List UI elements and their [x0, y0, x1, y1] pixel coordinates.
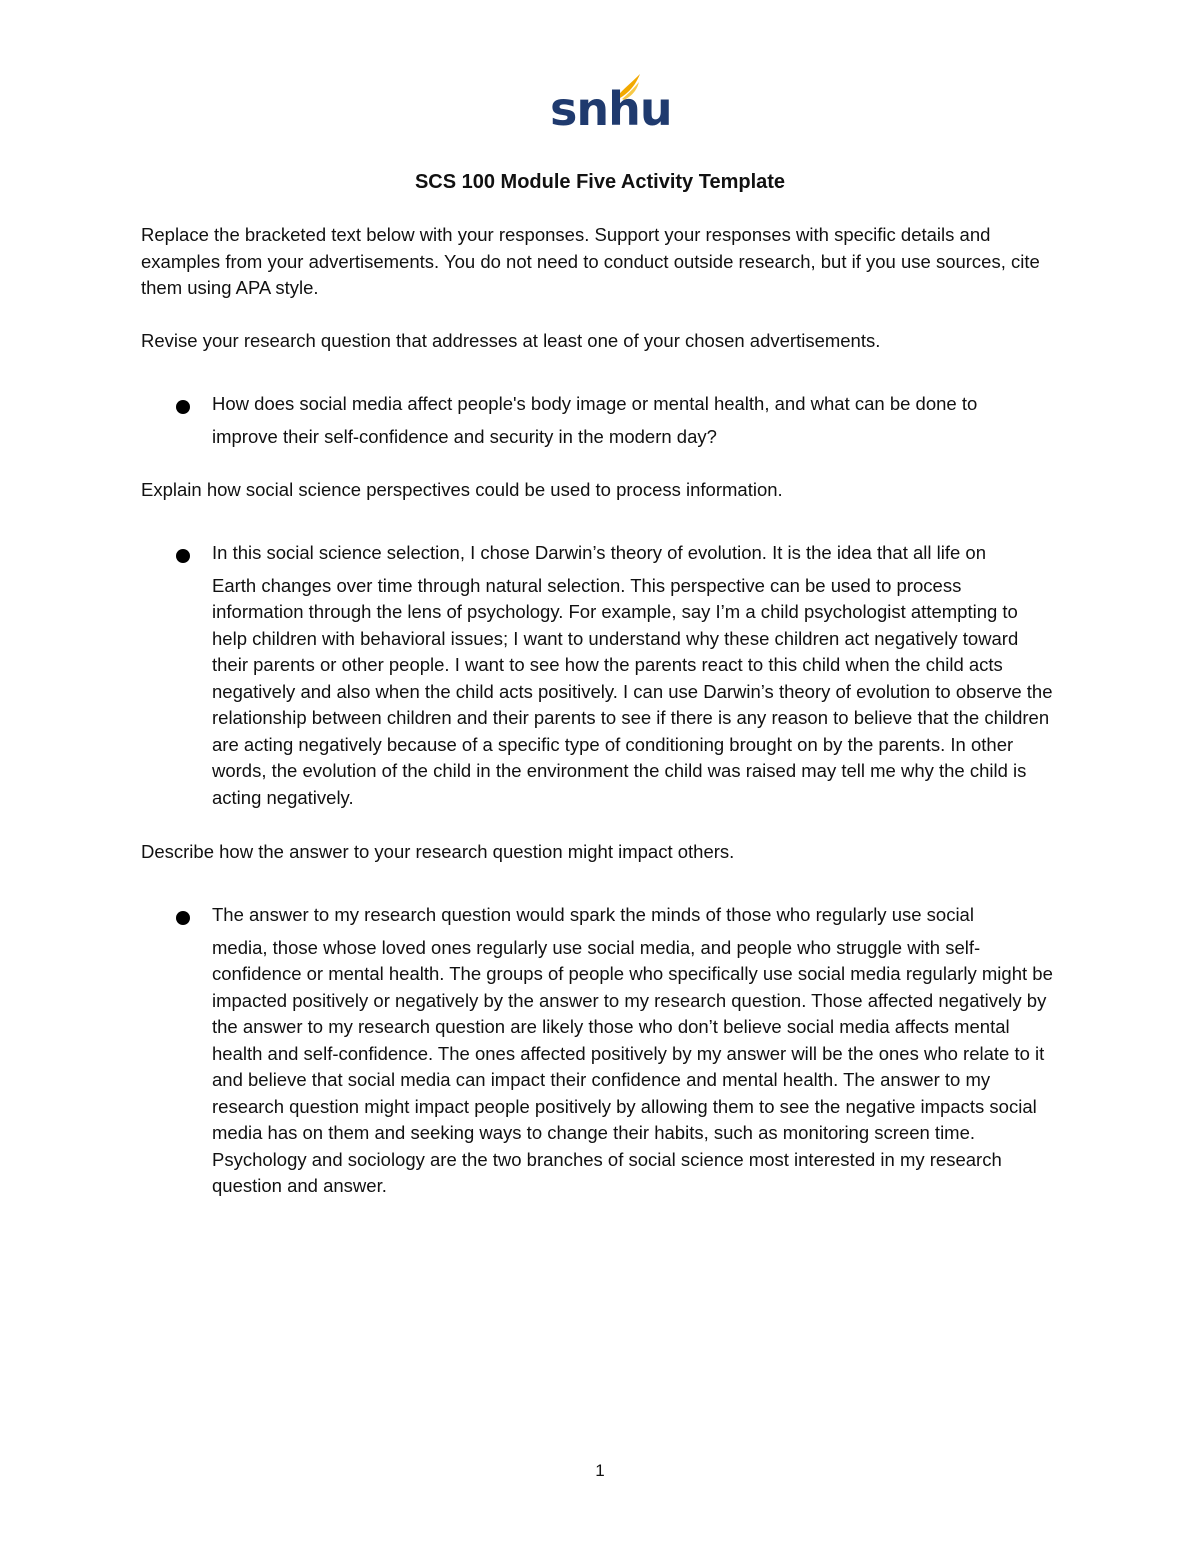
- prompt-research-question: Revise your research question that addresses at least one of your chosen advertisements.: [141, 330, 881, 351]
- answer-rest: media, those whose loved ones regularly use social media, and people who struggle with self-confidence or mental health. The groups of people who specifically use social media regularly might be impacted positively or negatively by the answer to my research question. Those affected negatively by the answer to my research question are likely those who don’t believe social media affects mental health and self-confidence. The ones affected positively by my answer will be the ones who relate to it and believe that social media can impact their confidence and mental health. The answer to my research question might impact people positively by allowing them to see the negative impacts social media has on them and seeking ways to change their habits, such as monitoring screen time. Psychology and sociology are the two branches of social science most interested in my research question and answer.: [212, 936, 1053, 1196]
- answer-rest: improve their self-confidence and security in the modern day?: [212, 425, 717, 447]
- bullet-icon: [176, 549, 190, 563]
- bullet-icon: [176, 400, 190, 414]
- answer-social-science-perspectives: [212, 540, 1057, 811]
- answer-first-line: How does social media affect people's body image or mental health, and what can be done to: [212, 393, 978, 414]
- answer-impact-on-others: [212, 902, 1057, 1200]
- answer-research-question: [212, 391, 1057, 450]
- logo-wordmark: snhu: [550, 82, 672, 136]
- prompt-impact-on-others: Describe how the answer to your research question might impact others.: [141, 841, 735, 862]
- intro-paragraph: Replace the bracketed text below with your responses. Support your responses with specific details and examples from your advertisements. You do not need to conduct outside research, but if you use sources, cite them using APA style.: [141, 224, 1040, 298]
- answer-rest: Earth changes over time through natural selection. This perspective can be used to process information through the lens of psychology. For example, say I’m a child psychologist attempting to help children with behavioral issues; I want to understand why these children act negatively toward their parents or other people. I want to see how the parents react to this child when the child acts negatively and also when the child acts positively. I can use Darwin’s theory of evolution to observe the relationship between children and their parents to see if there is any reason to believe that the children are acting negatively because of a specific type of conditioning brought on by the parents. In other words, the evolution of the child in the environment the child was raised may tell me why the child is acting negatively.: [212, 574, 1053, 808]
- snhu-logo: [550, 72, 672, 138]
- prompt-social-science-perspectives: Explain how social science perspectives could be used to process information.: [141, 479, 783, 500]
- bullet-icon: [176, 911, 190, 925]
- page-number: 1: [595, 1461, 605, 1480]
- answer-first-line: In this social science selection, I chose Darwin’s theory of evolution. It is the idea that all life on: [212, 542, 986, 563]
- document-title: SCS 100 Module Five Activity Template: [414, 171, 786, 193]
- answer-first-line: The answer to my research question would spark the minds of those who regularly use social: [212, 904, 974, 925]
